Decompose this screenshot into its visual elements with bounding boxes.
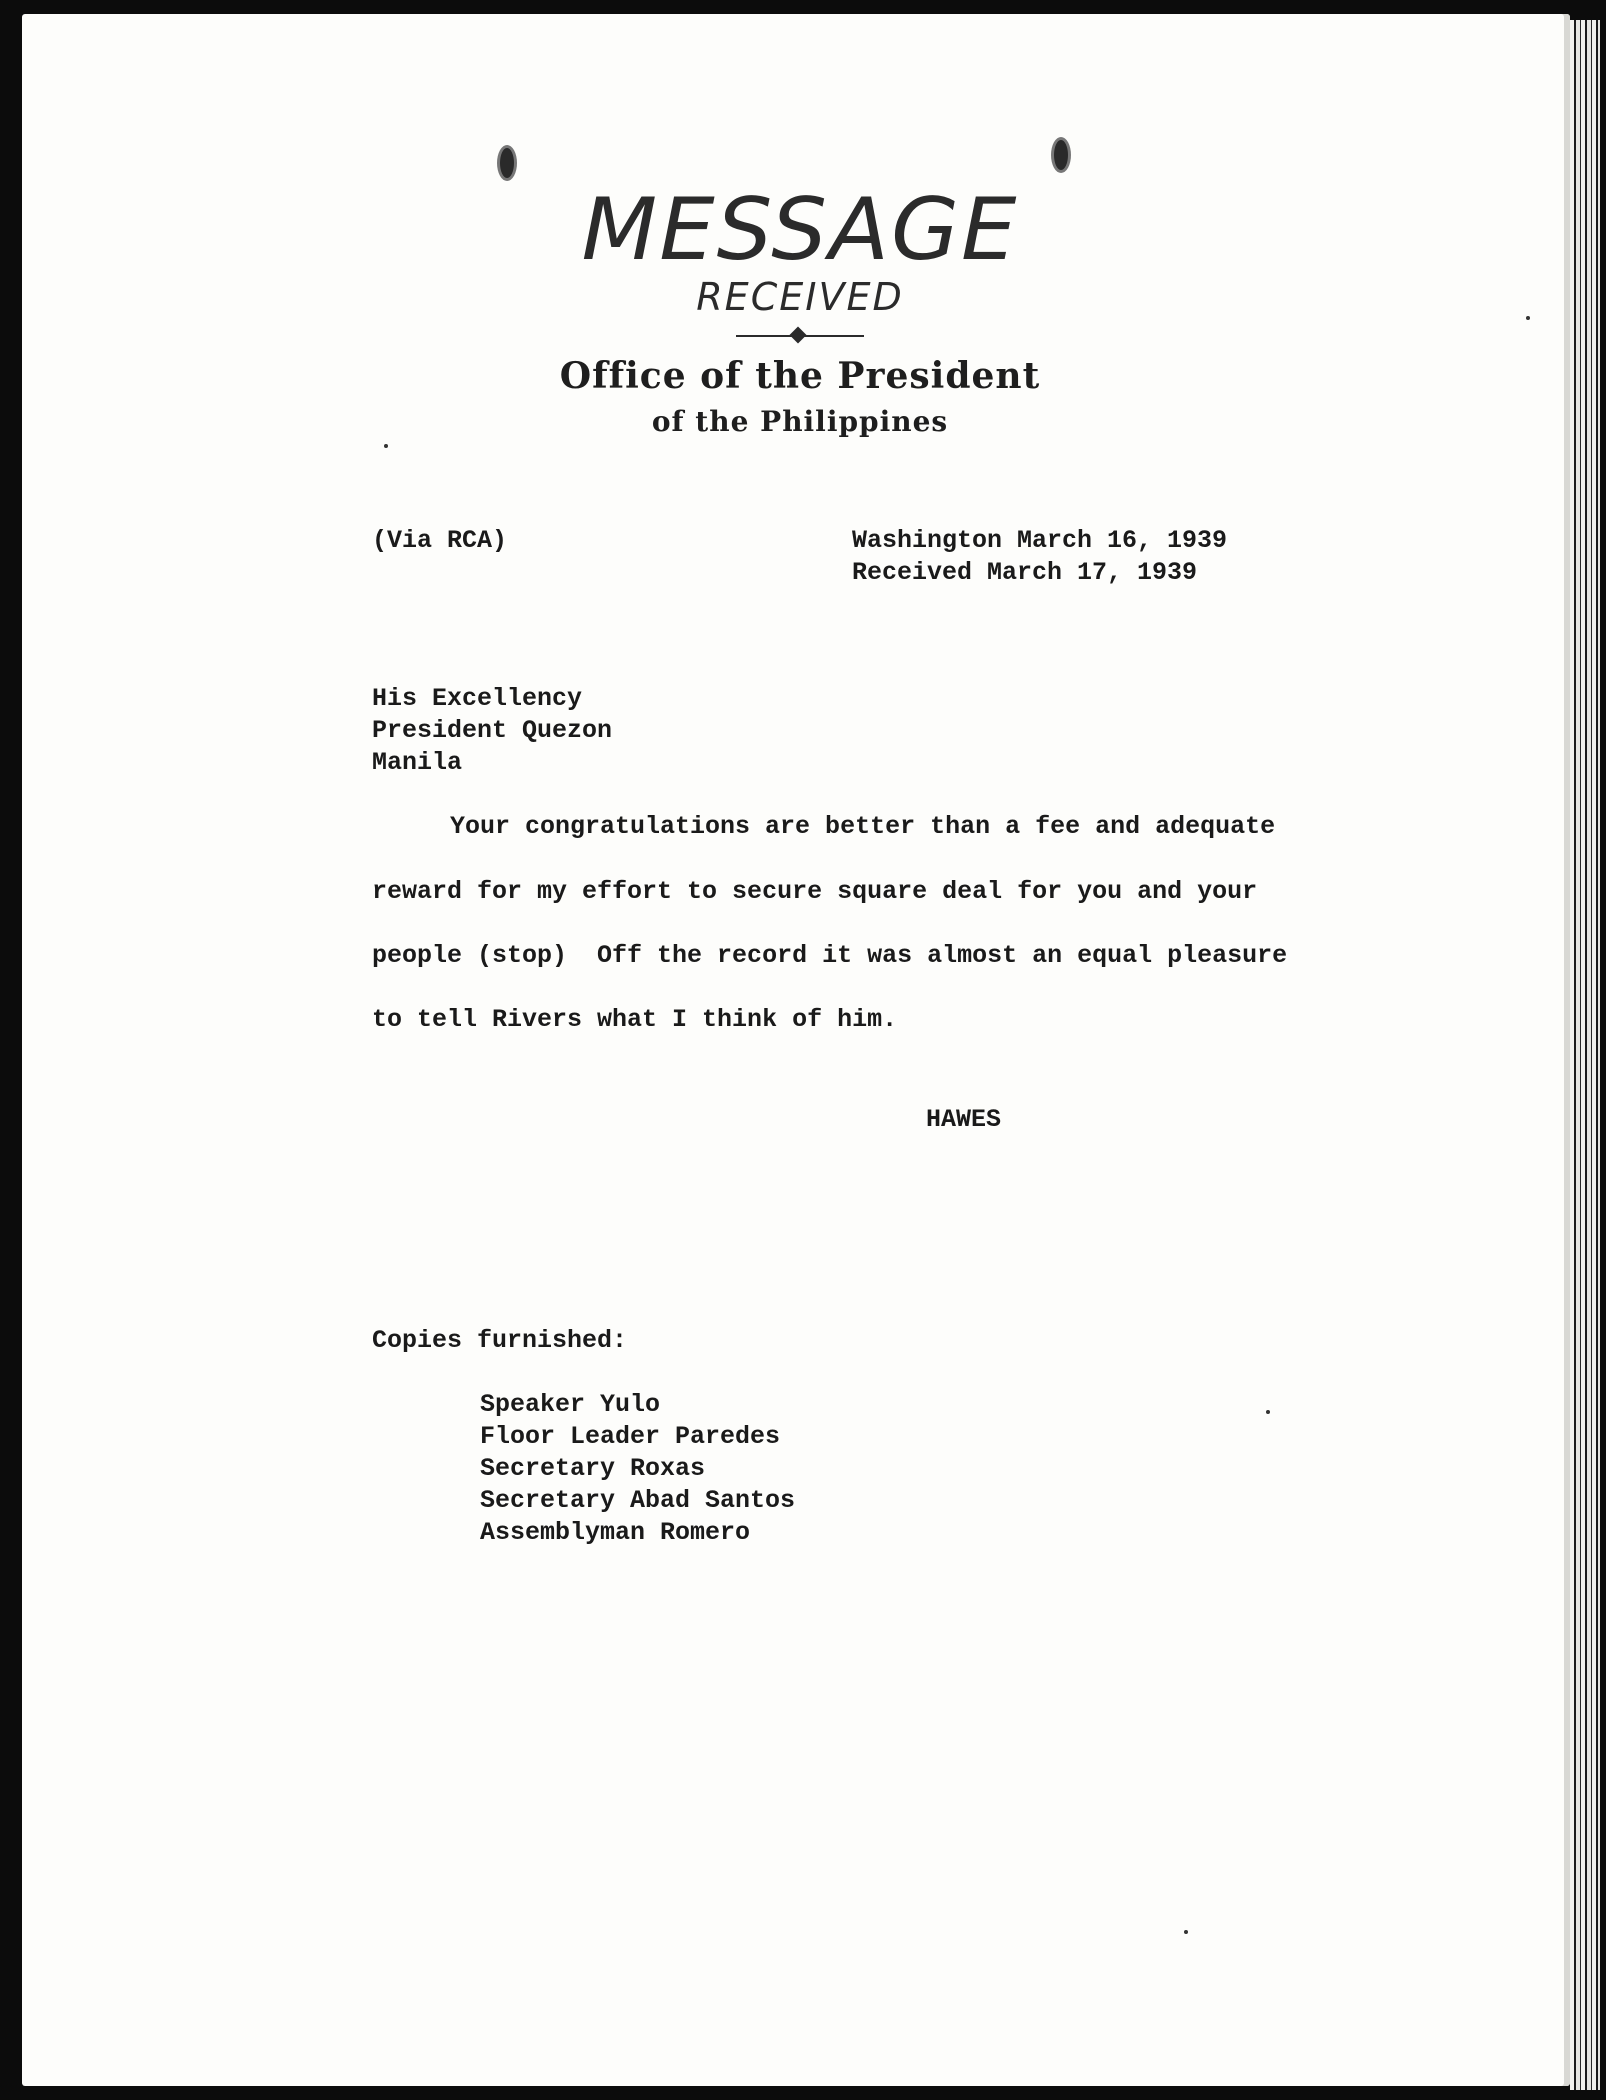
ink-speck bbox=[1526, 316, 1530, 320]
sent-line: Washington March 16, 1939 bbox=[852, 526, 1228, 555]
body-line-2: reward for my effort to secure square deal for you and your bbox=[372, 877, 1258, 906]
punch-hole-right bbox=[1054, 140, 1068, 170]
body-line-1: Your congratulations are better than a fee and adequate bbox=[450, 812, 1276, 841]
letterhead-title: MESSAGE bbox=[581, 180, 1019, 280]
signature: HAWES bbox=[926, 1105, 1002, 1134]
letterhead-subtitle: RECEIVED bbox=[696, 275, 904, 319]
office-line-2: of the Philippines bbox=[651, 405, 949, 438]
ink-speck bbox=[384, 444, 388, 448]
addressee-line-1: His Excellency bbox=[372, 684, 583, 713]
copy-recipient: Secretary Roxas bbox=[480, 1454, 706, 1483]
addressee-line-3: Manila bbox=[372, 748, 463, 777]
ink-speck bbox=[1184, 1930, 1188, 1934]
copy-recipient: Speaker Yulo bbox=[480, 1390, 661, 1419]
copy-recipient: Secretary Abad Santos bbox=[480, 1486, 796, 1515]
body-line-3: people (stop) Off the record it was almost an equal pleasure bbox=[372, 941, 1288, 970]
ink-speck bbox=[1266, 1410, 1270, 1414]
copies-label: Copies furnished: bbox=[372, 1326, 628, 1355]
copy-recipient: Assemblyman Romero bbox=[480, 1518, 751, 1547]
via-line: (Via RCA) bbox=[372, 526, 508, 555]
body-line-4: to tell Rivers what I think of him. bbox=[372, 1005, 898, 1034]
stacked-page-edges bbox=[1570, 20, 1600, 2090]
addressee-line-2: President Quezon bbox=[372, 716, 613, 745]
received-line: Received March 17, 1939 bbox=[852, 558, 1198, 587]
paper-sheet bbox=[22, 14, 1570, 2086]
punch-hole-left bbox=[500, 148, 514, 178]
office-line-1: Office of the President bbox=[559, 355, 1041, 397]
copy-recipient: Floor Leader Paredes bbox=[480, 1422, 781, 1451]
